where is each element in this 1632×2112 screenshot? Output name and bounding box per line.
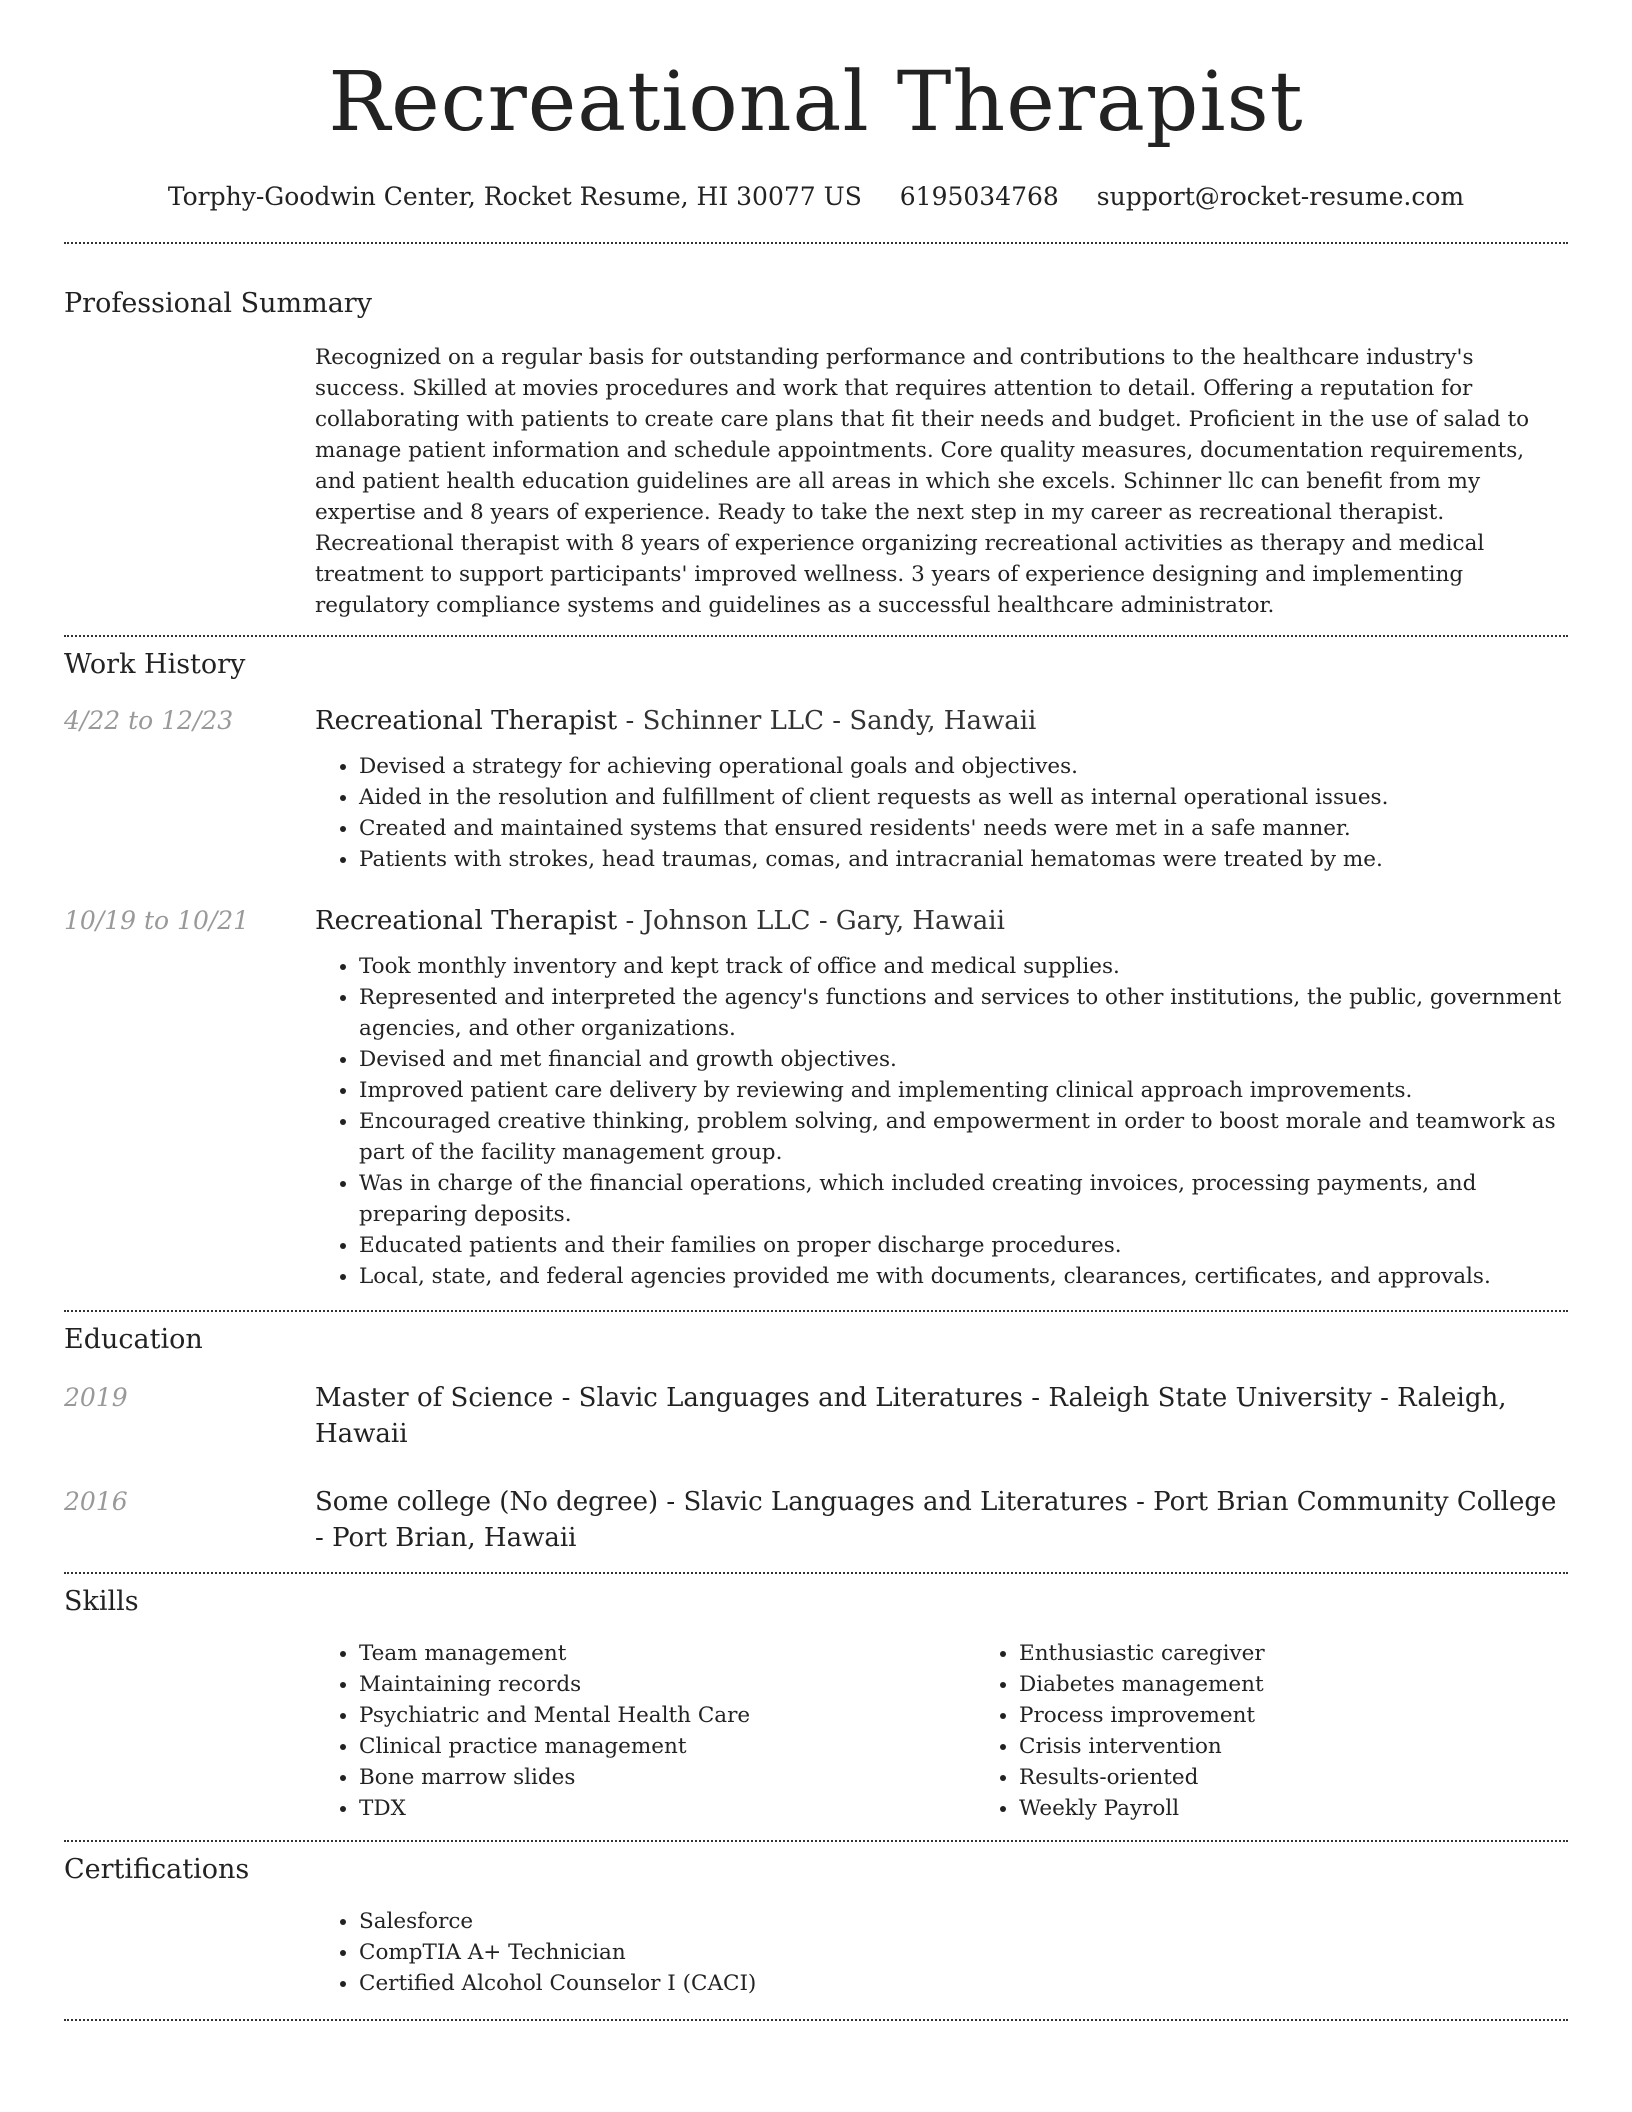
- job-location: Gary, Hawaii: [835, 906, 1005, 936]
- job-heading: Recreational Therapist - Schinner LLC - Sandy, Hawaii: [315, 706, 1037, 736]
- list-item: • Certified Alcohol Counselor I (CACI): [359, 1968, 1568, 1999]
- job-position: Recreational Therapist: [315, 706, 618, 736]
- list-item: • Represented and interpreted the agency's functions and services to other institutions, the public, government agencies, and other organizations.: [359, 982, 1568, 1044]
- job-dates: 10/19 to 10/21: [64, 906, 250, 935]
- section-divider: [64, 635, 1568, 637]
- list-item: • Enthusiastic caregiver: [1019, 1638, 1632, 1669]
- job-company: Schinner LLC: [642, 706, 825, 736]
- job-position: Recreational Therapist: [315, 906, 618, 936]
- list-item: • Patients with strokes, head traumas, comas, and intracranial hematomas were treated by me.: [359, 844, 1568, 875]
- list-item: • TDX: [359, 1793, 975, 1824]
- job-company: Johnson LLC: [642, 906, 811, 936]
- list-item: • Aided in the resolution and fulfillment of client requests as well as internal operational issues.: [359, 782, 1568, 813]
- contact-address: Torphy-Goodwin Center, Rocket Resume, HI 30077 US: [167, 182, 862, 211]
- education-degree: Master of Science: [315, 1383, 554, 1413]
- education-location: Raleigh, Hawaii: [315, 1383, 1507, 1449]
- section-title-education: Education: [64, 1324, 203, 1355]
- section-divider: [64, 242, 1568, 244]
- job-dates: 4/22 to 12/23: [64, 706, 234, 735]
- list-item: • Took monthly inventory and kept track of office and medical supplies.: [359, 951, 1568, 982]
- list-item: • Salesforce: [359, 1906, 1568, 1937]
- education-school: Raleigh State University: [1048, 1383, 1372, 1413]
- section-title-skills: Skills: [64, 1586, 139, 1617]
- contact-email: support@rocket-resume.com: [1096, 182, 1465, 211]
- list-item: • Bone marrow slides: [359, 1762, 975, 1793]
- skills-list-left: [315, 1638, 975, 1824]
- job-entry: [64, 903, 1568, 1292]
- skills-row: [64, 1638, 1568, 1824]
- job-bullets: [315, 751, 1568, 875]
- section-divider: [64, 2019, 1568, 2021]
- candidate-name: Recreational Therapist: [328, 55, 1304, 150]
- list-item: • Results-oriented: [1019, 1762, 1632, 1793]
- education-heading: Master of Science - Slavic Languages and Literatures - Raleigh State University - Raleigh, Hawaii: [315, 1383, 1507, 1449]
- list-item: • CompTIA A+ Technician: [359, 1937, 1568, 1968]
- resume-page: [64, 0, 1568, 2021]
- section-divider: [64, 1572, 1568, 1574]
- section-divider: [64, 1840, 1568, 1842]
- education-heading: Some college (No degree) - Slavic Languages and Literatures - Port Brian Community College - Port Brian, Hawaii: [315, 1487, 1557, 1553]
- contact-line: [64, 180, 1568, 214]
- job-bullets: [315, 951, 1568, 1292]
- education-school: Port Brian Community College: [1153, 1487, 1557, 1517]
- list-item: • Educated patients and their families on proper discharge procedures.: [359, 1230, 1568, 1261]
- education-entry: [64, 1380, 1568, 1452]
- education-field: Slavic Languages and Literatures: [683, 1487, 1128, 1517]
- education-degree: Some college (No degree): [315, 1487, 659, 1517]
- certifications-list: [315, 1906, 1568, 1999]
- education-year: 2016: [64, 1487, 128, 1516]
- certifications-row: [64, 1906, 1568, 1999]
- summary-text: Recognized on a regular basis for outstanding performance and contributions to the healthcare industry's success. Skilled at movies procedures and work that requires attention to detail. Offering a reputation for collaborating with patients to create care plans that fit their needs and budget. Proficient in the use of salad to manage patient information and schedule appointments. Core quality measures, documentation requirements, and patient health education guidelines are all areas in which she excels. Schinner llc can benefit from my expertise and 8 years of experience. Ready to take the next step in my career as recreational therapist. Recreational therapist with 8 years of experience organizing recreational activities as therapy and medical treatment to support participants' improved wellness. 3 years of experience designing and implementing regulatory compliance systems and guidelines as a successful healthcare administrator.: [315, 345, 1530, 618]
- list-item: • Maintaining records: [359, 1669, 975, 1700]
- list-item: • Process improvement: [1019, 1700, 1632, 1731]
- list-item: • Team management: [359, 1638, 975, 1669]
- list-item: • Crisis intervention: [1019, 1731, 1632, 1762]
- list-item: • Was in charge of the financial operations, which included creating invoices, processing payments, and preparing deposits.: [359, 1168, 1568, 1230]
- section-title-work: Work History: [64, 649, 246, 680]
- list-item: • Devised and met financial and growth objectives.: [359, 1044, 1568, 1075]
- section-title-summary: Professional Summary: [64, 288, 372, 319]
- list-item: • Psychiatric and Mental Health Care: [359, 1700, 975, 1731]
- job-location: Sandy, Hawaii: [849, 706, 1037, 736]
- education-entry: [64, 1484, 1568, 1556]
- education-location: Port Brian, Hawaii: [332, 1523, 577, 1553]
- list-item: • Encouraged creative thinking, problem solving, and empowerment in order to boost morale and teamwork as part of the facility management group.: [359, 1106, 1568, 1168]
- list-item: • Clinical practice management: [359, 1731, 975, 1762]
- job-heading: Recreational Therapist - Johnson LLC - Gary, Hawaii: [315, 906, 1005, 936]
- education-year: 2019: [64, 1383, 128, 1412]
- education-field: Slavic Languages and Literatures: [578, 1383, 1023, 1413]
- skills-columns: [315, 1638, 1632, 1824]
- list-item: • Diabetes management: [1019, 1669, 1632, 1700]
- job-entry: [64, 703, 1568, 875]
- section-divider: [64, 1310, 1568, 1312]
- list-item: • Local, state, and federal agencies provided me with documents, clearances, certificates, and approvals.: [359, 1261, 1568, 1292]
- skills-list-right: [975, 1638, 1632, 1824]
- list-item: • Weekly Payroll: [1019, 1793, 1632, 1824]
- list-item: • Created and maintained systems that ensured residents' needs were met in a safe manner.: [359, 813, 1568, 844]
- contact-phone: 6195034768: [899, 182, 1059, 211]
- section-title-certifications: Certifications: [64, 1854, 250, 1885]
- list-item: • Devised a strategy for achieving operational goals and objectives.: [359, 751, 1568, 782]
- summary-row: [64, 342, 1568, 621]
- list-item: • Improved patient care delivery by reviewing and implementing clinical approach improvements.: [359, 1075, 1568, 1106]
